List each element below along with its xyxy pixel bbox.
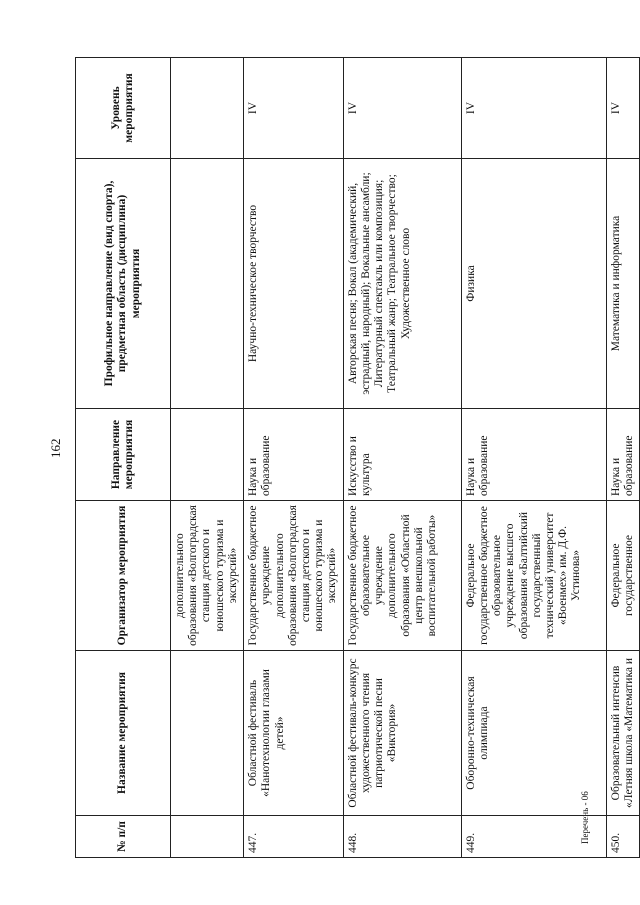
cell-name: Областной фестиваль-конкурс художественного чтения патриотической песни «Виктория» [343, 651, 461, 816]
cell-profile: Авторская песня; Вокал (академический, эстрадный, народный); Вокальные ансамбли; Литературный спектакль или композиция; Театральный жанр; Театральное творчество; Художественное слово [343, 159, 461, 409]
table-row [171, 58, 244, 858]
cell-name: Оборонно-техническая олимпиада [461, 651, 606, 816]
cell-direction: Искусство и культура [343, 409, 461, 501]
header-organizer: Организатор мероприятия [76, 501, 171, 651]
cell-name: Областной фестиваль «Нанотехнологии глазами детей» [244, 651, 344, 816]
cell-num: 447. [244, 816, 344, 858]
cell-organizer: Федеральное государственное бюджетное образовательное учреждение высшего образования «Балтийский государственный технический университет «Военмех» им. Д.Ф. Устинова» [461, 501, 606, 651]
cell-organizer: дополнительного образования «Волгоградская станция детского и юношеского туризма и экскурсий» [171, 501, 244, 651]
table-row [343, 58, 461, 858]
cell-direction: Наука и образование [244, 409, 344, 501]
cell-profile: Научно-техническое творчество [244, 159, 344, 409]
cell-organizer: Федеральное государственное [606, 501, 639, 651]
footer-note: Перечень - 06 [580, 791, 590, 844]
cell-organizer: Государственное бюджетное образовательное учреждение дополнительного образования «Областной центр внешкольной воспитательной работы» [343, 501, 461, 651]
cell-direction: Наука и образование [606, 409, 639, 501]
header-profile: Профильное направление (вид спорта), предметная область (дисциплина) мероприятия [76, 159, 171, 409]
table-row [244, 58, 344, 858]
table-header-row [76, 58, 171, 858]
events-table-rotated [75, 58, 635, 858]
cell-num [171, 816, 244, 858]
header-direction: Направление мероприятия [76, 409, 171, 501]
cell-level: IV [606, 58, 639, 159]
cell-profile [171, 159, 244, 409]
cell-name [171, 651, 244, 816]
header-level: Уровень мероприятия [76, 58, 171, 159]
cell-level: IV [343, 58, 461, 159]
cell-level: IV [244, 58, 344, 159]
cell-num: 450. [606, 816, 639, 858]
cell-num: 448. [343, 816, 461, 858]
header-name: Название мероприятия [76, 651, 171, 816]
cell-level [171, 58, 244, 159]
events-table [75, 57, 640, 858]
cell-profile: Физика [461, 159, 606, 409]
cell-name: Образовательный интенсив «Летняя школа «Математика и [606, 651, 639, 816]
cell-level: IV [461, 58, 606, 159]
cell-direction [171, 409, 244, 501]
cell-organizer: Государственное бюджетное учреждение дополнительного образования «Волгоградская станция детского и юношеского туризма и экскурсий» [244, 501, 344, 651]
table-row [461, 58, 606, 858]
cell-direction: Наука и образование [461, 409, 606, 501]
cell-num: 449. [461, 816, 606, 858]
page-number: 162 [48, 438, 63, 458]
cell-profile: Математика и информатика [606, 159, 639, 409]
header-num: № п/п [76, 816, 171, 858]
table-row [606, 58, 639, 858]
